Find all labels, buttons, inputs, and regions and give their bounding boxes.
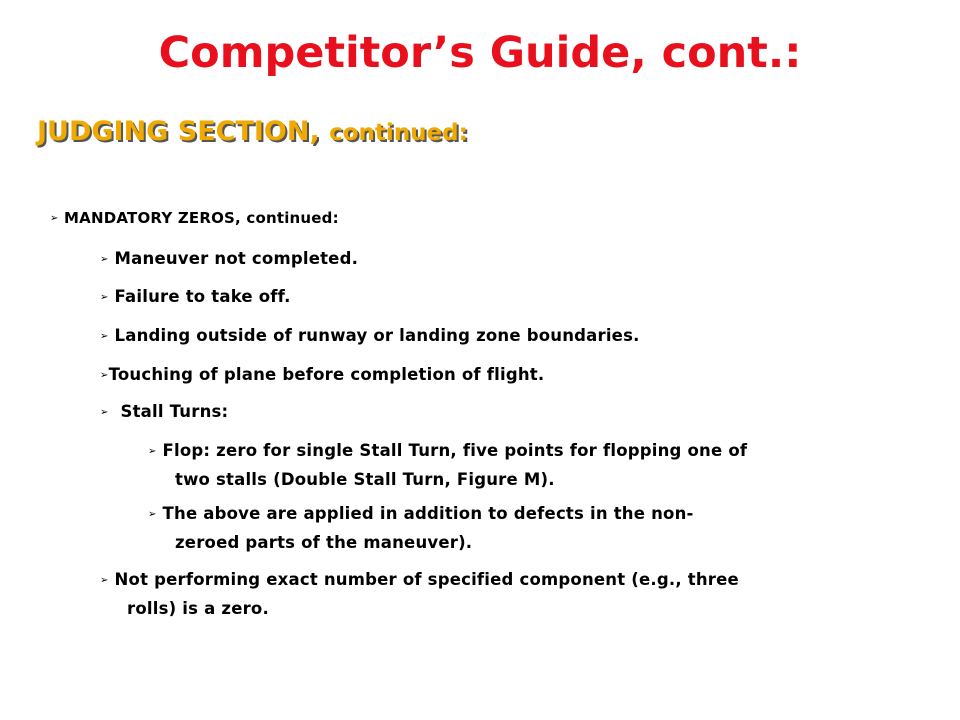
section-heading <box>37 116 468 148</box>
bullet-maneuver-not-completed <box>100 245 358 274</box>
bullet-text: Stall Turns: <box>120 402 229 421</box>
bullet-text: Failure to take off. <box>114 287 291 306</box>
bullet-flop <box>148 437 747 494</box>
bullet-text: Landing outside of runway or landing zone boundaries. <box>114 326 640 345</box>
arrow-bullet-icon: ➢ <box>100 331 109 342</box>
arrow-bullet-icon: ➢ <box>148 446 157 457</box>
bullet-line-continued: rolls) is a zero. <box>127 599 269 618</box>
bullet-line <box>148 437 747 466</box>
bullet-text: Maneuver not completed. <box>114 249 359 268</box>
arrow-bullet-icon: ➢ <box>50 213 59 224</box>
bullet-text: The above are applied in addition to defects in the non- <box>162 504 694 523</box>
bullet-not-performing <box>100 566 739 623</box>
bullet-failure-to-take-off <box>100 283 291 312</box>
section-heading-tail: continued: <box>329 120 468 146</box>
arrow-bullet-icon: ➢ <box>148 509 157 520</box>
bullet-line <box>148 500 694 529</box>
arrow-bullet-icon: ➢ <box>100 254 109 265</box>
bullet-above-applied <box>148 500 694 557</box>
bullet-text: Not performing exact number of specified component (e.g., three <box>114 570 739 589</box>
bullet-line-continued: two stalls (Double Stall Turn, Figure M). <box>175 470 555 489</box>
bullet-touching-plane <box>100 361 544 390</box>
slide-title: Competitor’s Guide, cont.: <box>158 28 802 78</box>
arrow-bullet-icon: ➢ <box>100 575 109 586</box>
bullet-mandatory-zeros <box>50 204 339 233</box>
bullet-line-continued: zeroed parts of the maneuver). <box>175 533 473 552</box>
bullet-line <box>100 566 739 595</box>
bullet-text: MANDATORY ZEROS, continued: <box>64 209 339 227</box>
arrow-bullet-icon: ➢ <box>100 292 109 303</box>
bullet-text: Flop: zero for single Stall Turn, five points for flopping one of <box>162 441 748 460</box>
arrow-bullet-icon: ➢ <box>100 370 109 381</box>
bullet-landing-outside <box>100 322 640 351</box>
arrow-bullet-icon: ➢ <box>100 407 109 418</box>
bullet-text: Touching of plane before completion of flight. <box>108 365 545 384</box>
section-heading-main: JUDGING SECTION, <box>37 116 330 147</box>
bullet-stall-turns <box>100 398 228 427</box>
